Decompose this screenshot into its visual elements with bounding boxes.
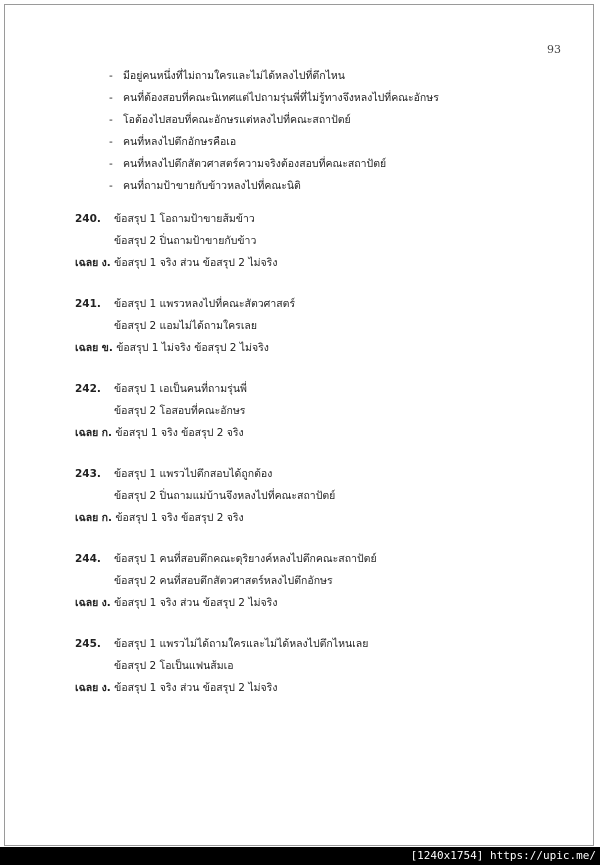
- conclusion-1: ข้อสรุป 1 แพรวไม่ได้ถามใครและไม่ได้หลงไปตึกไหนเลย: [114, 638, 369, 650]
- answer-text: ข้อสรุป 1 จริง ส่วน ข้อสรุป 2 ไม่จริง: [114, 682, 278, 694]
- answer-text: ข้อสรุป 1 ไม่จริง ข้อสรุป 2 ไม่จริง: [116, 342, 269, 354]
- answer-choice: ข.: [101, 342, 113, 354]
- answer-choice: ก.: [101, 512, 113, 524]
- clue-item: - คนที่หลงไปตึกอักษรคือเอ: [109, 136, 237, 148]
- conclusion-1: ข้อสรุป 1 แพรวหลงไปที่คณะสัตวศาสตร์: [114, 298, 296, 310]
- answer-label: เฉลย: [75, 597, 99, 609]
- conclusion-2: ข้อสรุป 2 โอเป็นแฟนส้มเอ: [114, 660, 234, 672]
- clue-text: คนที่หลงไปตึกสัตวศาสตร์ความจริงต้องสอบที่คณะสถาปัตย์: [123, 158, 387, 170]
- question-block: [75, 208, 575, 274]
- answer-text: ข้อสรุป 1 จริง ข้อสรุป 2 จริง: [115, 427, 244, 439]
- conclusion-2: ข้อสรุป 2 ปิ่นถามป้าขายกับข้าว: [114, 235, 257, 247]
- conclusion-2: ข้อสรุป 2 โอสอบที่คณะอักษร: [114, 405, 246, 417]
- answer-choice: ง.: [101, 597, 111, 609]
- question-block: [75, 633, 575, 699]
- clue-list: [109, 65, 439, 197]
- answer-choice: ง.: [101, 257, 111, 269]
- clue-text: คนที่ต้องสอบที่คณะนิเทศแต่ไปถามรุ่นพี่ที่ไม่รู้ทางจึงหลงไปที่คณะอักษร: [123, 92, 439, 104]
- question-number: 240.: [75, 213, 101, 225]
- document-page: [4, 4, 594, 846]
- conclusion-2: ข้อสรุป 2 ปิ่นถามแม่บ้านจึงหลงไปที่คณะสถาปัตย์: [114, 490, 336, 502]
- question-number: 241.: [75, 298, 101, 310]
- answer-label: เฉลย: [75, 427, 99, 439]
- conclusion-1: ข้อสรุป 1 เอเป็นคนที่ถามรุ่นพี่: [114, 383, 247, 395]
- answer-text: ข้อสรุป 1 จริง ส่วน ข้อสรุป 2 ไม่จริง: [114, 597, 278, 609]
- clue-text: คนที่หลงไปตึกอักษรคือเอ: [123, 136, 237, 148]
- clue-item: - คนที่หลงไปตึกสัตวศาสตร์ความจริงต้องสอบที่คณะสถาปัตย์: [109, 158, 387, 170]
- answer-choice: ง.: [101, 682, 111, 694]
- answer-label: เฉลย: [75, 682, 99, 694]
- answer-label: เฉลย: [75, 512, 99, 524]
- question-number: 245.: [75, 638, 101, 650]
- conclusion-2: ข้อสรุป 2 แอมไม่ได้ถามใครเลย: [114, 320, 257, 332]
- clue-item: - คนที่ต้องสอบที่คณะนิเทศแต่ไปถามรุ่นพี่ที่ไม่รู้ทางจึงหลงไปที่คณะอักษร: [109, 92, 439, 104]
- conclusion-1: ข้อสรุป 1 แพรวไปตึกสอบได้ถูกต้อง: [114, 468, 273, 480]
- answer-text: ข้อสรุป 1 จริง ข้อสรุป 2 จริง: [115, 512, 244, 524]
- conclusion-2: ข้อสรุป 2 คนที่สอบตึกสัตวศาสตร์หลงไปตึกอักษร: [114, 575, 333, 587]
- clue-text: โอต้องไปสอบที่คณะอักษรแต่หลงไปที่คณะสถาปัตย์: [123, 114, 351, 126]
- answer-label: เฉลย: [75, 257, 99, 269]
- conclusion-1: ข้อสรุป 1 โอถามป้าขายส้มข้าว: [114, 213, 255, 225]
- image-size-footer: [0, 847, 600, 865]
- question-number: 244.: [75, 553, 101, 565]
- answer-choice: ก.: [101, 427, 113, 439]
- clue-item: - มีอยู่คนหนึ่งที่ไม่ถามใครและไม่ได้หลงไปที่ตึกไหน: [109, 70, 345, 82]
- question-block: [75, 293, 575, 359]
- conclusion-1: ข้อสรุป 1 คนที่สอบตึกคณะดุริยางค์หลงไปตึกคณะสถาปัตย์: [114, 553, 377, 565]
- footer-text: [1240x1754] https://upic.me/: [410, 849, 596, 862]
- clue-text: มีอยู่คนหนึ่งที่ไม่ถามใครและไม่ได้หลงไปที่ตึกไหน: [123, 70, 345, 82]
- clue-item: - คนที่ถามป้าขายกับข้าวหลงไปที่คณะนิติ: [109, 180, 301, 192]
- clue-item: - โอต้องไปสอบที่คณะอักษรแต่หลงไปที่คณะสถาปัตย์: [109, 114, 351, 126]
- question-number: 242.: [75, 383, 101, 395]
- answer-text: ข้อสรุป 1 จริง ส่วน ข้อสรุป 2 ไม่จริง: [114, 257, 278, 269]
- question-block: [75, 463, 575, 529]
- question-number: 243.: [75, 468, 101, 480]
- page-number: 93: [547, 43, 561, 56]
- question-block: [75, 548, 575, 614]
- answer-label: เฉลย: [75, 342, 99, 354]
- question-block: [75, 378, 575, 444]
- clue-text: คนที่ถามป้าขายกับข้าวหลงไปที่คณะนิติ: [123, 180, 301, 192]
